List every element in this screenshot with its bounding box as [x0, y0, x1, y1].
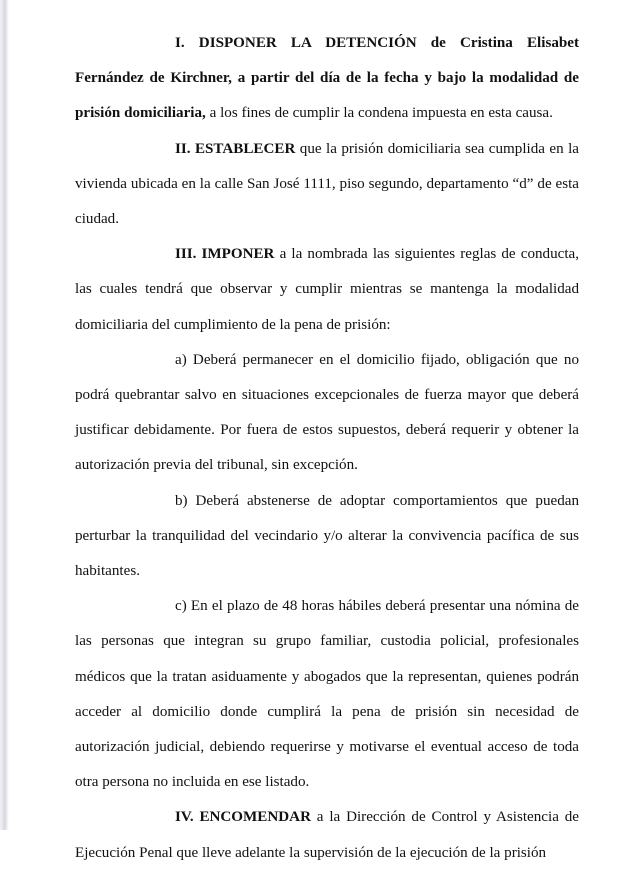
paragraph-body: a los fines de cumplir la condena impuesta en esta causa. [205, 105, 553, 122]
paragraph-body: a la Dirección de Control y Asistencia de Ejecución Penal que lleve adelante la supervisión de la ejecución de la prisión [75, 809, 579, 861]
paragraph-bold-lead: II. ESTABLECER [175, 140, 296, 157]
paragraph-body: b) Deberá abstenerse de adoptar comportamientos que puedan perturbar la tranquilidad del vecindario y/o alterar la convivencia pacífica de sus habitantes. [75, 492, 579, 580]
paragraph-body: a) Deberá permanecer en el domicilio fijado, obligación que no podrá quebrantar salvo en situaciones excepcionales de fuerza mayor que deberá justificar debidamente. Por fuera de estos supuestos, deberá requerir y obtener la autorización previa del tribunal, sin excepción. [75, 351, 579, 474]
paragraph-regla-a [75, 343, 579, 484]
paragraph-bold-lead: III. IMPONER [175, 246, 275, 263]
document-text-column [75, 0, 579, 871]
paragraph-body: a la nombrada las siguientes reglas de conducta, las cuales tendrá que observar y cumplir mientras se mantenga la modalidad domiciliaria del cumplimiento de la pena de prisión: [75, 246, 579, 333]
paragraph-bold-lead: IV. ENCOMENDAR [175, 809, 311, 826]
paragraph-punto-i [75, 26, 579, 132]
paragraph-body: c) En el plazo de 48 horas hábiles deberá presentar una nómina de las personas que integran su grupo familiar, custodia policial, profesionales médicos que la tratan asiduamente y abogados que la representan, quienes podrán acceder al domicilio donde cumplirá la pena de prisión sin necesidad de autorización judicial, debiendo requerirse y motivarse el eventual acceso de toda otra persona no incluida en ese listado. [75, 598, 579, 791]
paragraph-bold-lead: I. DISPONER LA DETENCIÓN de Cristina Elisabet Fernández de Kirchner, a partir del día de la fecha y bajo la modalidad de prisión domiciliaria, [75, 35, 579, 122]
paragraph-regla-c [75, 589, 579, 800]
paragraph-punto-ii [75, 132, 579, 238]
page-edge-strip [0, 0, 9, 830]
paragraph-punto-iv [75, 800, 579, 870]
paragraph-regla-b [75, 484, 579, 590]
paragraph-punto-iii [75, 237, 579, 343]
paragraph-body: que la prisión domiciliaria sea cumplida en la vivienda ubicada en la calle San José 1111, piso segundo, departamento “d” de esta ciudad. [75, 140, 579, 228]
